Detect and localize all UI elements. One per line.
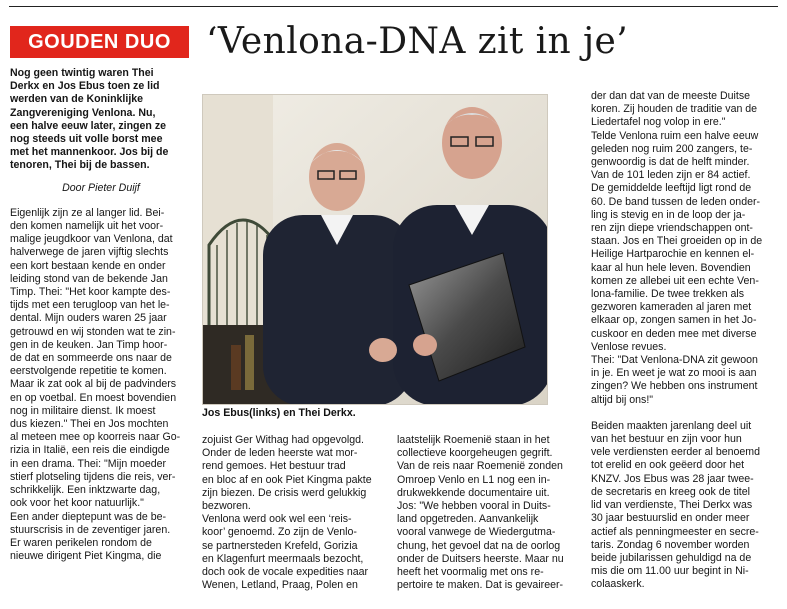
body-line: gen in de keuken. Jan Timp hoor-: [10, 338, 168, 351]
body-line: zingen? We hebben ons instrument: [591, 380, 758, 393]
body-line: nog in militaire dienst. Ik moest: [10, 404, 156, 417]
body-line: Eigenlijk zijn ze al langer lid. Bei-: [10, 206, 165, 219]
body-line: komen ze allebei uit een echte Ven-: [591, 274, 759, 287]
body-line: een kort bestaan kende en onder: [10, 259, 166, 272]
body-line: cuskoor en deden mee met diverse: [591, 327, 757, 340]
lead-line: tenoren, Thei bij de bassen.: [10, 159, 150, 172]
article-headline: ‘Venlona-DNA zit in je’: [206, 21, 629, 62]
body-line: Telde Venlona ruim een halve eeuw: [591, 129, 759, 142]
lead-line: nog steeds uit volle borst mee: [10, 133, 163, 146]
body-paragraph: [10, 207, 192, 511]
body-line: halverwege de jaren vijftig slechts: [10, 246, 169, 259]
column-2: [202, 434, 372, 592]
body-line: ling is stevig en in de loop der ja-: [591, 208, 746, 221]
body-line: mis die om 11.00 uur begint in Ni-: [591, 565, 749, 578]
body-line: vooral vanwege de Wiedergutma-: [397, 526, 556, 539]
body-line: De gemiddelde leeftijd ligt rond de: [591, 182, 752, 195]
body-line: en Klagenfurt meermaals bezocht,: [202, 552, 364, 565]
body-line: dental. Mijn ouders waren 25 jaar: [10, 312, 167, 325]
body-line: Liedertafel nog volop in ere.": [591, 116, 726, 129]
lead-line: Derkx en Jos Ebus toen ze lid: [10, 80, 160, 93]
body-paragraph: [591, 420, 777, 592]
body-line: den komen namelijk uit het voor-: [10, 220, 164, 233]
body-line: van het bestuur en zijn voor hun: [591, 433, 742, 446]
body-line: ook voor het koor natuurlijk.": [10, 497, 144, 510]
body-line: al meteen mee op koorreis naar Go-: [10, 431, 181, 444]
lead-paragraph: [10, 67, 192, 173]
body-line: en bloc af en ook Piet Kingma pakte: [202, 473, 372, 486]
column-1: [10, 67, 192, 563]
body-line: onder de Duitsers heerste. Maar nu: [397, 552, 564, 565]
body-line: de dat en sommeerde ons naar de: [10, 352, 172, 365]
body-line: in een drama. Thei: "Mijn moeder: [10, 457, 167, 470]
body-line: ren zijn diepe vriendschappen ont-: [591, 222, 753, 235]
body-line: Venlose revues.: [591, 340, 667, 353]
byline: Door Pieter Duijf: [62, 181, 140, 194]
body-line: collectieve koorgeheugen gegrift.: [397, 447, 553, 460]
body-line: koor’ genoemd. Zo zijn de Venlo-: [202, 526, 357, 539]
body-line: Onder de leden heerste wat mor-: [202, 447, 358, 460]
body-line: lona-familie. De twee trekken als: [591, 288, 745, 301]
body-line: rend gemoes. Het bestuur trad: [202, 460, 346, 473]
body-line: Thei: "Dat Venlona-DNA zit gewoon: [591, 354, 758, 367]
body-line: Omroep Venlo en L1 nog een in-: [397, 473, 551, 486]
body-line: Maar ik zat ook al bij de padvinders: [10, 378, 177, 391]
body-line: gezworen kameraden al jaren met: [591, 301, 752, 314]
lead-line: een halve eeuw later, zingen ze: [10, 119, 167, 132]
body-line: zojuist Ger Withag had opgevolgd.: [202, 434, 364, 446]
article-photo: [202, 94, 548, 405]
body-line: bezworen.: [202, 500, 251, 513]
body-line: malige jeugdkoor van Venlona, dat: [10, 233, 173, 246]
body-line: beide jubilarissen gehuldigd na de: [591, 551, 752, 564]
lead-line: Nog geen twintig waren Thei: [10, 67, 154, 79]
body-line: tijds met een terugloop van het le-: [10, 299, 170, 312]
body-line: 60. De band tussen de leden onder-: [591, 195, 761, 208]
body-line: de secretaris en kreeg ook de titel: [591, 485, 750, 498]
body-line: colaaskerk.: [591, 578, 645, 591]
section-kicker: GOUDEN DUO: [10, 26, 189, 58]
body-line: genwoordig is dat de helft minder.: [591, 156, 750, 169]
body-line: tot erelid en ook geëerd door het: [591, 459, 745, 472]
body-line: Venlona werd ook wel een ‘reis-: [202, 513, 352, 526]
body-line: kaar al hun hele leven. Bovendien: [591, 261, 751, 274]
body-line: Van de 101 leden zijn er 84 actief.: [591, 169, 751, 182]
body-line: lid van verdienste, Thei Derkx was: [591, 499, 753, 512]
body-line: KNZV. Jos Ebus was 28 jaar twee-: [591, 472, 754, 485]
body-line: staan. Jos en Thei groeiden op in de: [591, 235, 763, 248]
body-line: heeft het voormalig met ons re-: [397, 566, 544, 579]
body-line: schrikkelijk. Een inktzwarte dag,: [10, 484, 161, 497]
body-line: se partnersteden Krefeld, Gorizia: [202, 539, 358, 552]
column-4: [591, 90, 777, 592]
body-line: nieuwe dirigent Piet Kingma, die: [10, 550, 162, 563]
body-line: stierf plotseling tijdens die reis, ver-: [10, 470, 176, 483]
body-line: leiding stond van de bekende Jan: [10, 272, 168, 285]
photo-illustration: [203, 95, 548, 405]
body-line: Heilige Hartparochie en kennen el-: [591, 248, 755, 261]
body-line: chung, het gevoel dat na de oorlog: [397, 539, 561, 552]
body-line: Van de reis naar Roemenië zonden: [397, 460, 563, 473]
top-rule: [9, 6, 778, 7]
body-paragraph: [10, 511, 192, 564]
body-line: pertoire te maken. Dat is gevaireer-: [397, 579, 564, 592]
photo-caption: Jos Ebus(links) en Thei Derkx.: [202, 407, 356, 419]
body-line: actief als penningmeester en secre-: [591, 525, 759, 538]
lead-line: met het mannenkoor. Jos bij de: [10, 146, 169, 159]
body-line: Timp. Thei: "Het koor kampte des-: [10, 286, 171, 299]
body-line: Wenen, Letland, Praag, Polen en: [202, 579, 358, 592]
lead-line: Zangvereniging Venlona. Nu,: [10, 106, 156, 119]
body-line: Een ander dieptepunt was de be-: [10, 510, 167, 523]
body-line: drukwekkende documentaire uit.: [397, 486, 550, 499]
body-line: altijd bij ons!": [591, 393, 654, 406]
body-line: koren. Zij houden de traditie van de: [591, 103, 758, 116]
body-paragraph: [591, 90, 777, 407]
body-line: Er waren perikelen rondom de: [10, 536, 152, 549]
body-line: Beiden maakten jarenlang deel uit: [591, 419, 752, 432]
body-line: der dan dat van de meeste Duitse: [591, 90, 751, 102]
body-line: rizia in Italië, een reis die eindigde: [10, 444, 170, 457]
body-line: in je. En weet je wat zo mooi is aan: [591, 367, 757, 380]
body-line: taris. Zondag 6 november worden: [591, 538, 750, 551]
body-line: zijn biezen. De crisis werd gelukkig: [202, 486, 367, 499]
body-line: dus kiezen." Thei en Jos mochten: [10, 418, 169, 431]
column-3: [397, 434, 573, 592]
body-line: en op voetbal. En moest bovendien: [10, 391, 177, 404]
body-line: geleden nog ruim 200 zangers, te-: [591, 142, 753, 155]
lead-line: werden van de Koninklijke: [10, 93, 144, 106]
body-line: doch ook de vocale expedities naar: [202, 566, 369, 579]
body-line: land opgetreden. Aanvankelijk: [397, 513, 539, 526]
body-line: elkaar op, zongen samen in het Jo-: [591, 314, 757, 327]
body-line: vele verdiensten eerder al benoemd: [591, 446, 761, 459]
body-line: 30 jaar bestuurslid en onder meer: [591, 512, 750, 525]
body-line: Jos: "We hebben vooral in Duits-: [397, 500, 551, 513]
body-line: stuurscrisis in de zeventiger jaren.: [10, 523, 171, 536]
body-line: laatstelijk Roemenië staan in het: [397, 434, 550, 446]
body-line: eerstvolgende repetitie te komen.: [10, 365, 167, 378]
body-line: getrouwd en wij stonden wat te zin-: [10, 325, 176, 338]
